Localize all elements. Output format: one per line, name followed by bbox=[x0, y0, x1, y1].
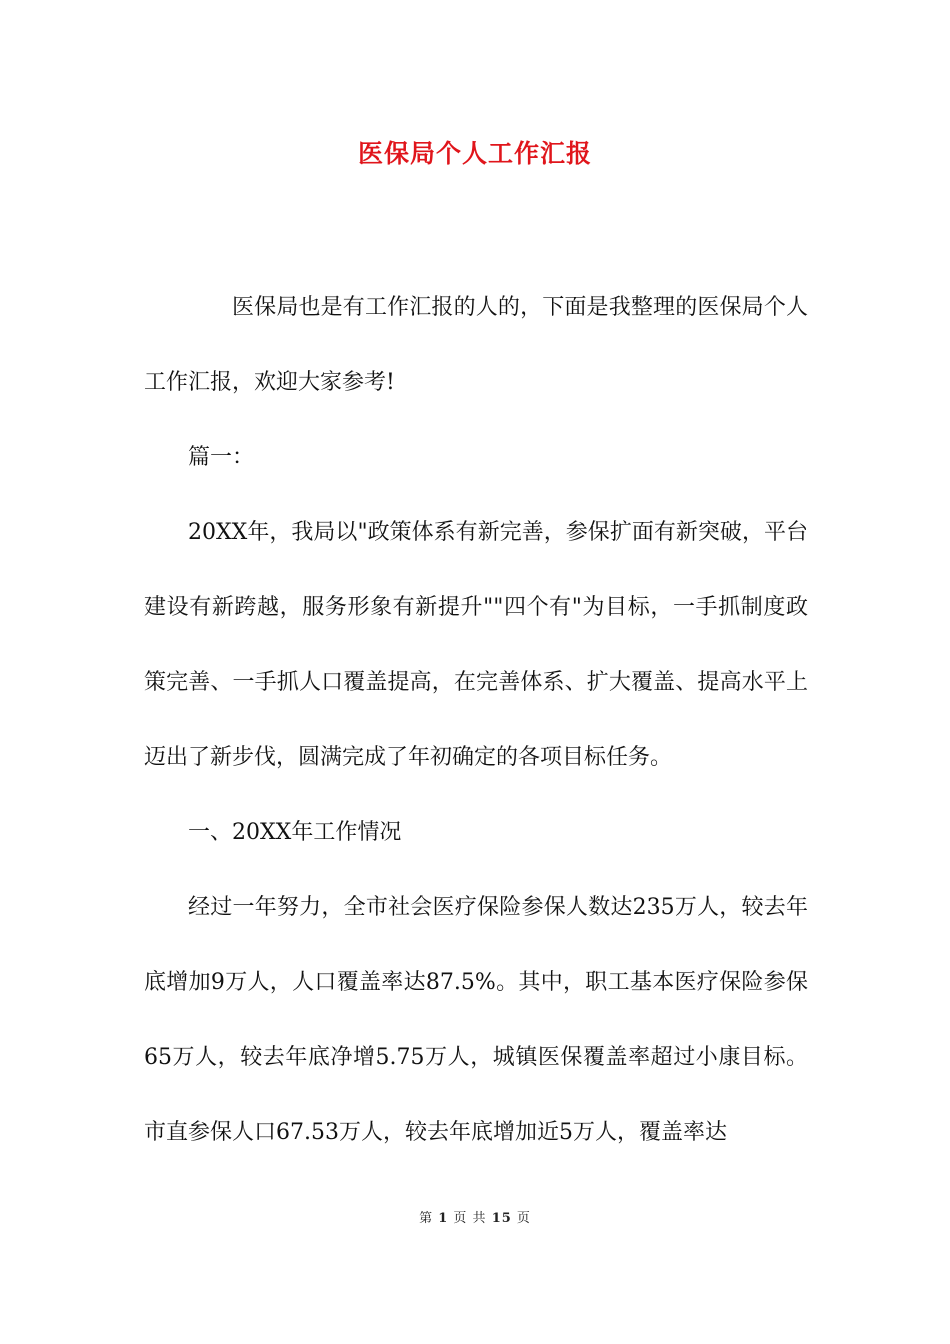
footer-prefix: 第 bbox=[419, 1211, 434, 1226]
overview-paragraph: 20XX年，我局以"政策体系有新完善，参保扩面有新突破，平台建设有新跨越，服务形象有新提升""四个有"为目标，一手抓制度政策完善、一手抓人口覆盖提高，在完善体系、扩大覆盖、提高水平上迈出了新步伐，圆满完成了年初确定的各项目标任务。 bbox=[144, 520, 808, 770]
statistics-paragraph: 经过一年努力，全市社会医疗保险参保人数达235万人，较去年底增加9万人，人口覆盖率达87.5%。其中，职工基本医疗保险参保65万人，较去年底净增5.75万人，城镇医保覆盖率超过小康目标。市直参保人口67.53万人，较去年底增加近5万人，覆盖率达 bbox=[144, 895, 808, 1145]
page-footer bbox=[0, 1207, 950, 1226]
intro-paragraph: 医保局也是有工作汇报的人的，下面是我整理的医保局个人工作汇报，欢迎大家参考! bbox=[144, 295, 808, 395]
section-heading: 一、20XX年工作情况 bbox=[188, 820, 402, 845]
footer-total-pages: 15 bbox=[491, 1211, 512, 1226]
document-body bbox=[144, 270, 808, 1170]
document-title: 医保局个人工作汇报 bbox=[357, 139, 592, 168]
footer-page-number: 1 bbox=[438, 1211, 449, 1226]
footer-middle: 页 共 bbox=[453, 1211, 487, 1226]
section-label: 篇一： bbox=[188, 445, 255, 470]
footer-suffix: 页 bbox=[516, 1211, 531, 1226]
